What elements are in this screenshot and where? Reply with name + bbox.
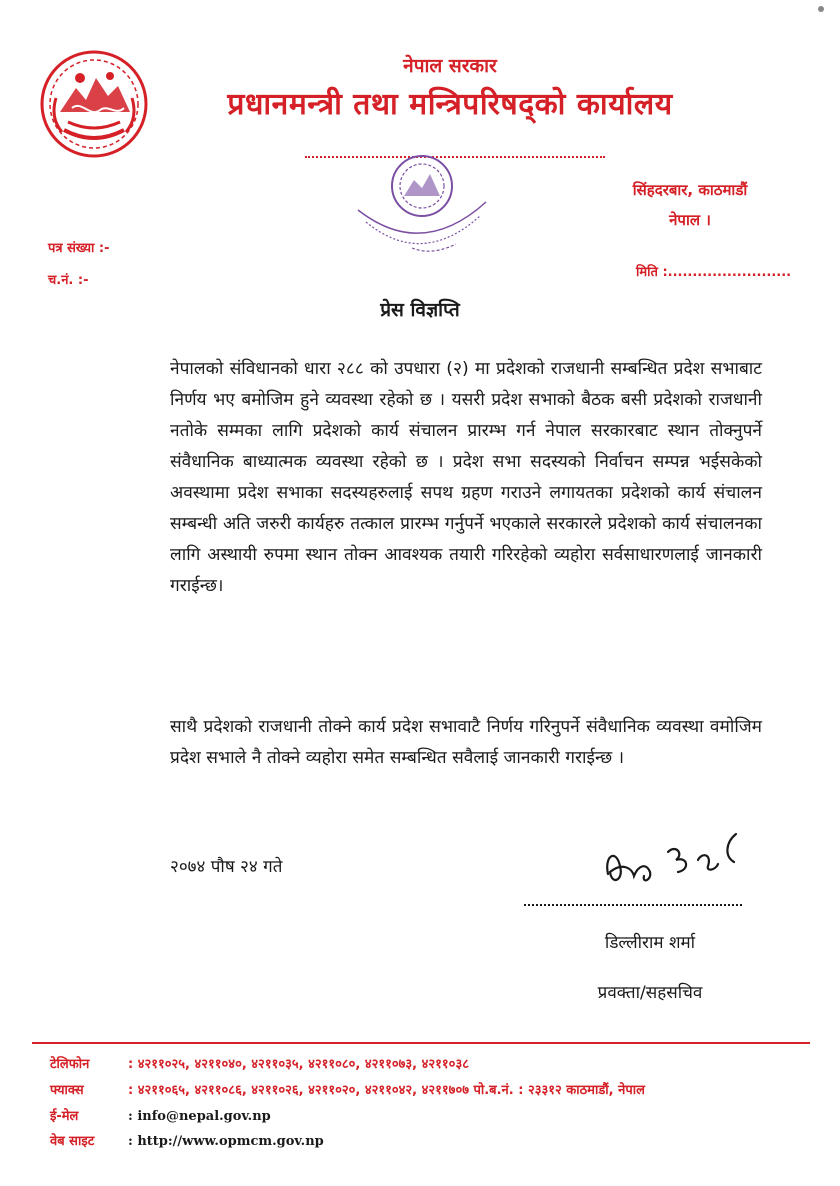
address-line-1: सिंहदरबार, काठमाडौं [632,181,748,199]
page-title: प्रेस विज्ञप्ति [380,299,460,321]
nepal-emblem-icon [38,48,150,160]
website-label: वेब साइट [50,1134,95,1149]
date-label: मिति :......................... [636,265,792,280]
fax-value: : ४२११०६५, ४२११०८६, ४२११०२६, ४२११०२०, ४२११०४२, ४२११७०७ पो.ब.नं. : २३३१२ काठमाडौं, नेपाल [128,1083,645,1098]
email-label: ई-मेल [50,1109,79,1124]
phone-label: टेलिफोन [50,1057,90,1072]
signatory-role: प्रवक्ता/सहसचिव [597,983,703,1003]
email-link[interactable]: : info@nepal.gov.np [128,1109,271,1124]
body-paragraph-2: साथै प्रदेशको राजधानी तोक्ने कार्य प्रदेश सभावाटै निर्णय गरिनुपर्ने संवैधानिक व्यवस्था वमोजिम प्रदेश सभाले नै तोक्ने व्यहोरा समेत सम्बन्धित सवैलाई जानकारी गराईन्छ । [170,717,762,768]
office-name: प्रधानमन्त्री तथा मन्त्रिपरिषद्को कार्यालय [227,87,673,122]
dispatch-number-label: च.नं. :- [48,273,89,288]
signatory-name: डिल्लीराम शर्मा [604,933,696,953]
footer-divider [32,1042,810,1044]
footer-website [50,1131,324,1149]
body-paragraph-1: नेपालको संविधानको धारा २८८ को उपधारा (२) मा प्रदेशको राजधानी सम्बन्धित प्रदेश सभाबाट निर्णय भए बमोजिम हुने व्यवस्था रहेको छ । यसरी प्रदेश सभाको बैठक बसी प्रदेशको राजधानी नतोके सम्मका लागि प्रदेशको कार्य संचालन प्रारम्भ गर्न नेपाल सरकारबाट स्थान तोक्नुपर्ने संवैधानिक बाध्यात्मक व्यवस्था रहेको छ । प्रदेश सभा सदस्यको निर्वाचन सम्पन्न भईसकेको अवस्थामा प्रदेश सभाका सदस्यहरुलाई सपथ ग्रहण गराउने लगायतका प्रदेशको कार्य संचालन सम्बन्धी अति जरुरी कार्यहरु तत्काल प्रारम्भ गर्नुपर्ने भएकाले सरकारले प्रदेशको कार्य संचालनका लागि अस्थायी रुपमा स्थान तोक्न आवश्यक तयारी गरिरहेको व्यहोरा सर्वसाधारणलाई जानकारी गराईन्छ। [170,359,762,596]
footer-phone [50,1054,469,1072]
scan-mark [818,6,824,12]
fax-label: फ्याक्स [50,1083,84,1098]
office-stamp-icon [352,140,492,270]
phone-value: : ४२११०२५, ४२११०४०, ४२११०३५, ४२११०८०, ४२११०७३, ४२११०३८ [128,1057,469,1072]
footer-fax [50,1080,645,1098]
signature-line [524,904,742,906]
address-line-2: नेपाल । [669,211,711,229]
release-date: २०७४ पौष २४ गते [170,857,283,877]
reference-number-label: पत्र संख्या :- [48,241,110,256]
government-name: नेपाल सरकार [403,55,497,77]
footer-email [50,1106,271,1124]
website-link[interactable]: : http://www.opmcm.gov.np [128,1134,324,1149]
signature-icon [598,826,748,896]
